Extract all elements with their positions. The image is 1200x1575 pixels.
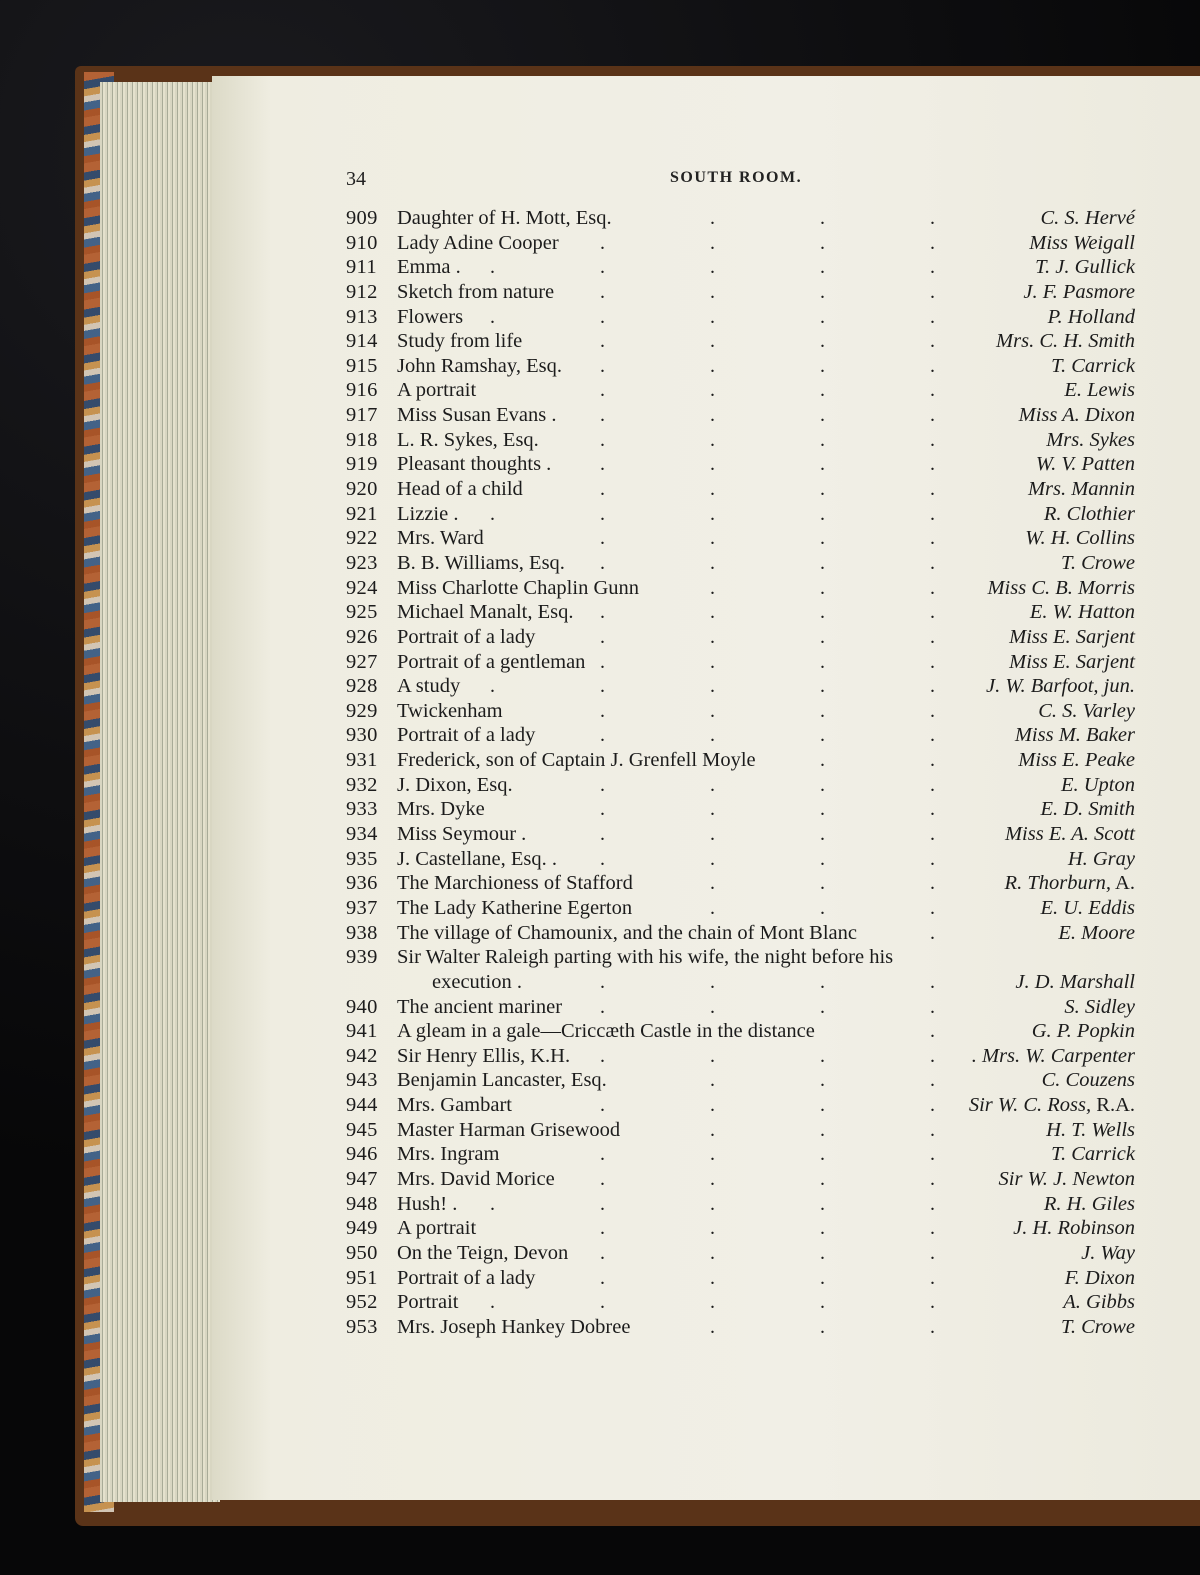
entry-artist <box>1035 256 1135 279</box>
artist-name: R. Clothier <box>1043 502 1135 525</box>
artist-name: R. H. Giles <box>1043 1192 1135 1215</box>
entry-title: Mrs. Ward <box>397 527 484 550</box>
catalogue-entry: 931 Frederick, son of Captain J. Grenfell Moyle Miss E. Peake . . <box>346 749 1135 772</box>
artist-name: Miss E. Peake <box>1018 749 1135 772</box>
entry-title: Lady Adine Cooper <box>397 231 559 254</box>
artist-suffix: R.A. <box>1091 1094 1135 1117</box>
artist-name: Miss C. B. Morris <box>987 576 1135 599</box>
entry-artist <box>999 1168 1135 1191</box>
entry-number: 953 <box>346 1315 378 1338</box>
entry-number: 945 <box>346 1118 378 1141</box>
catalogue-entry: 947 Mrs. David Morice Sir W. J. Newton . . . . <box>346 1168 1135 1190</box>
entry-artist <box>1015 724 1135 747</box>
artist-name: S. Sidley <box>1064 995 1135 1018</box>
entry-title: The ancient mariner <box>397 995 563 1018</box>
catalogue-entry: 912 Sketch from nature J. F. Pasmore . . . . <box>346 280 1135 303</box>
entry-number: 916 <box>346 379 378 402</box>
entry-number: 924 <box>346 576 378 599</box>
entry-number: 940 <box>346 995 378 1018</box>
entry-artist <box>1046 1119 1135 1142</box>
artist-name: J. D. Marshall <box>1015 970 1135 993</box>
artist-name: E. W. Hatton <box>1029 601 1135 624</box>
catalogue-entry: 915 John Ramshay, Esq. T. Carrick . . . . <box>346 354 1135 377</box>
catalogue-entry: 940 The ancient mariner S. Sidley . . . . <box>346 995 1135 1018</box>
catalogue-entry: 933 Mrs. Dyke E. D. Smith . . . . <box>346 798 1135 821</box>
entry-title: Sketch from nature <box>397 280 555 303</box>
entry-title: Mrs. Dyke <box>397 798 485 821</box>
artist-name: F. Dixon <box>1064 1266 1135 1289</box>
catalogue-entry: 950 On the Teign, Devon J. Way . . . . <box>346 1241 1135 1264</box>
entry-number: 929 <box>346 699 378 722</box>
catalogue-entry: 921 Lizzie . R. Clothier . . . . . <box>346 502 1135 525</box>
entry-number: 937 <box>346 896 378 919</box>
entry-number: 927 <box>346 650 378 673</box>
artist-name: G. P. Popkin <box>1031 1020 1135 1043</box>
entry-artist <box>1042 1069 1135 1092</box>
entry-number: 938 <box>346 921 378 944</box>
catalogue-entry: 948 Hush! . R. H. Giles . . . . . <box>346 1192 1135 1215</box>
entry-artist <box>1061 552 1135 575</box>
entry-artist <box>1038 700 1135 723</box>
artist-suffix: A. <box>1111 872 1135 895</box>
artist-name: E. Moore <box>1058 921 1135 944</box>
entry-title: Hush! . <box>397 1192 458 1215</box>
entry-number: 911 <box>346 256 377 279</box>
entry-title: Mrs. Gambart <box>397 1094 513 1117</box>
artist-name: J. Way <box>1081 1241 1135 1264</box>
artist-name: J. H. Robinson <box>1013 1217 1135 1240</box>
entry-number: 926 <box>346 625 378 648</box>
artist-name: Miss M. Baker <box>1014 724 1135 747</box>
entry-title: A portrait <box>397 1217 477 1240</box>
entry-title: On the Teign, Devon <box>397 1241 569 1264</box>
entry-number: 936 <box>346 872 378 895</box>
entry-artist <box>1036 453 1135 476</box>
entry-title: Michael Manalt, Esq. <box>397 601 574 624</box>
catalogue-entry: 920 Head of a child Mrs. Mannin . . . . <box>346 478 1135 501</box>
entry-number: 935 <box>346 847 378 870</box>
entry-artist <box>1040 207 1135 230</box>
artist-name: T. Carrick <box>1051 1143 1135 1166</box>
catalogue-entry: 953 Mrs. Joseph Hankey Dobree T. Crowe . . . <box>346 1315 1135 1338</box>
entry-number: 939 <box>346 946 378 969</box>
catalogue-entry: 949 A portrait J. H. Robinson . . . . <box>346 1217 1135 1240</box>
entry-number: 952 <box>346 1291 378 1314</box>
entry-artist <box>1065 1267 1135 1290</box>
entry-number: 946 <box>346 1143 378 1166</box>
entry-artist <box>1009 626 1135 649</box>
entry-number: 919 <box>346 453 378 476</box>
catalogue-entry: 935 J. Castellane, Esq. . H. Gray . . . . <box>346 847 1135 870</box>
entry-title: Miss Charlotte Chaplin Gunn <box>397 576 640 599</box>
entry-title: Miss Susan Evans . <box>397 404 557 427</box>
entry-artist <box>972 1045 1135 1068</box>
entry-title: Master Harman Grisewood <box>397 1118 621 1141</box>
entry-title: Lizzie . <box>397 502 459 525</box>
entry-number: 947 <box>346 1168 378 1190</box>
entry-artist <box>1081 1242 1135 1265</box>
entry-artist <box>1032 1020 1135 1043</box>
entry-number: 920 <box>346 478 378 501</box>
entry-title: Benjamin Lancaster, Esq. <box>397 1069 607 1092</box>
entry-artist <box>1044 1193 1135 1216</box>
entry-artist <box>1064 379 1135 402</box>
entry-title: Portrait of a gentleman <box>397 650 586 673</box>
catalogue-entry: 914 Study from life Mrs. C. H. Smith . . . . <box>346 330 1135 353</box>
entry-artist <box>1063 1291 1135 1314</box>
entry-artist <box>1040 897 1135 920</box>
entry-number: 922 <box>346 527 378 550</box>
catalogue-entry: 938 The village of Chamounix, and the chain of Mont Blanc E. Moore . <box>346 921 1135 944</box>
entry-artist <box>1019 404 1135 427</box>
entry-title: Flowers <box>397 305 464 328</box>
section-title: SOUTH ROOM. <box>670 169 803 186</box>
entry-artist <box>1064 996 1135 1019</box>
entry-artist <box>986 675 1135 698</box>
entry-number: 944 <box>346 1094 378 1117</box>
artist-name: J. W. Barfoot, jun. <box>985 675 1135 698</box>
entry-title: Portrait <box>397 1291 459 1314</box>
entry-artist <box>1061 1316 1135 1339</box>
entry-title: Miss Seymour . <box>397 823 527 846</box>
artist-name: T. Crowe <box>1060 1315 1135 1338</box>
entry-title: John Ramshay, Esq. <box>397 354 562 377</box>
entry-number: 950 <box>346 1241 378 1264</box>
catalogue-entry: 939 Sir Walter Raleigh parting with his wife, the night before his execution . J. D. Marshall . . . . <box>346 946 1135 993</box>
artist-name: Mrs. C. H. Smith <box>996 330 1135 353</box>
artist-name: Miss E. Sarjent <box>1009 625 1135 648</box>
artist-name: Sir W. J. Newton <box>998 1168 1135 1190</box>
entry-title: Portrait of a lady <box>397 1266 536 1289</box>
entry-title-continued: execution . <box>432 970 522 993</box>
catalogue-entry: 943 Benjamin Lancaster, Esq. C. Couzens . . . <box>346 1069 1135 1092</box>
entry-artist <box>1015 971 1135 994</box>
catalogue-entry: 930 Portrait of a lady Miss M. Baker . . . . <box>346 724 1135 747</box>
entry-number: 948 <box>346 1192 378 1215</box>
entry-artist <box>1025 527 1135 550</box>
entry-title: The Marchioness of Stafford <box>397 872 633 895</box>
artist-name: P. Holland <box>1047 305 1135 328</box>
artist-name: W. H. Collins <box>1025 527 1135 550</box>
catalogue-entry: 937 The Lady Katherine Egerton E. U. Eddis . . . <box>346 896 1135 919</box>
entry-number: 928 <box>346 675 378 698</box>
artist-name: A. Gibbs <box>1063 1291 1135 1314</box>
entry-number: 930 <box>346 724 378 747</box>
entry-title: Twickenham <box>397 699 503 722</box>
entry-number: 910 <box>346 231 378 254</box>
catalogue-entry: 925 Michael Manalt, Esq. E. W. Hatton . . . . <box>346 601 1135 624</box>
catalogue-entry: 926 Portrait of a lady Miss E. Sarjent . . . . <box>346 625 1135 648</box>
catalogue-entry: 910 Lady Adine Cooper Miss Weigall . . . . <box>346 231 1135 254</box>
catalogue-entry: 922 Mrs. Ward W. H. Collins . . . . <box>346 527 1135 550</box>
entry-title: B. B. Williams, Esq. <box>397 551 565 574</box>
catalogue-entry: 951 Portrait of a lady F. Dixon . . . . <box>346 1266 1135 1289</box>
artist-name: Miss E. A. Scott <box>1004 823 1135 846</box>
artist-name: Miss Weigall <box>1029 231 1135 254</box>
entry-artist <box>1046 429 1135 452</box>
artist-name: E. U. Eddis <box>1040 896 1135 919</box>
entry-artist <box>1028 478 1135 501</box>
catalogue-entry: 946 Mrs. Ingram T. Carrick . . . . <box>346 1143 1135 1166</box>
entry-number: 923 <box>346 551 378 574</box>
catalogue-entry: 923 B. B. Williams, Esq. T. Crowe . . . . <box>346 551 1135 574</box>
catalogue-entry: 917 Miss Susan Evans . Miss A. Dixon . . . . <box>346 404 1135 427</box>
entry-title: Mrs. David Morice <box>397 1168 555 1190</box>
entry-number: 915 <box>346 354 378 377</box>
catalogue-entry: 928 A study J. W. Barfoot, jun. . . . . . <box>346 675 1135 698</box>
artist-name: C. S. Hervé <box>1040 207 1135 229</box>
entry-number: 932 <box>346 773 378 796</box>
entry-artist <box>1051 1143 1135 1166</box>
entry-artist <box>1044 503 1135 526</box>
entry-artist <box>1030 601 1135 624</box>
entry-title: Pleasant thoughts . <box>397 453 552 476</box>
artist-name: Mrs. Sykes <box>1046 428 1135 451</box>
artist-name: E. D. Smith <box>1040 798 1135 821</box>
catalogue-entries <box>0 205 1200 1338</box>
entry-title: L. R. Sykes, Esq. <box>397 428 539 451</box>
entry-title: J. Dixon, Esq. <box>397 773 513 796</box>
entry-number: 951 <box>346 1266 378 1289</box>
entry-artist <box>1005 823 1135 846</box>
artist-name: R. Thorburn, <box>1004 872 1112 895</box>
entry-title: Emma . <box>397 256 461 279</box>
catalogue-entry: 909 Daughter of H. Mott, Esq. C. S. Hervé . . . <box>346 207 1135 229</box>
entry-number: 943 <box>346 1069 378 1092</box>
entry-title: A portrait <box>397 379 477 402</box>
entry-artist <box>996 330 1135 353</box>
artist-name: C. Couzens <box>1041 1069 1135 1092</box>
entry-number: 914 <box>346 330 378 353</box>
entry-title: Frederick, son of Captain J. Grenfell Moyle <box>397 749 756 772</box>
entry-number: 912 <box>346 280 378 303</box>
catalogue-entry: 927 Portrait of a gentleman Miss E. Sarjent . . . . <box>346 650 1135 673</box>
artist-name: E. Lewis <box>1064 379 1135 402</box>
entry-artist <box>1009 651 1135 674</box>
entry-artist <box>1013 1217 1135 1240</box>
entry-number: 931 <box>346 749 378 772</box>
artist-name: Miss E. Sarjent <box>1009 650 1135 673</box>
running-head <box>0 168 1200 194</box>
artist-name: Miss A. Dixon <box>1018 404 1135 427</box>
entry-artist <box>1040 798 1135 821</box>
catalogue-entry: 916 A portrait E. Lewis . . . . <box>346 379 1135 402</box>
artist-name: J. F. Pasmore <box>1023 280 1135 303</box>
catalogue-entry: 936 The Marchioness of Stafford R. Thorburn, A. . . . <box>346 872 1135 895</box>
entry-title: Portrait of a lady <box>397 724 536 747</box>
entry-title: Mrs. Ingram <box>397 1143 500 1166</box>
entry-title: Mrs. Joseph Hankey Dobree <box>397 1315 631 1338</box>
entry-title: The village of Chamounix, and the chain of Mont Blanc <box>397 921 857 944</box>
entry-number: 933 <box>346 798 378 821</box>
catalogue-entry: 924 Miss Charlotte Chaplin Gunn Miss C. B. Morris . . . <box>346 576 1135 599</box>
artist-name: E. Upton <box>1060 773 1135 796</box>
catalogue-entry: 911 Emma . T. J. Gullick . . . . . <box>346 256 1135 279</box>
entry-artist <box>1018 749 1135 772</box>
catalogue-entry: 919 Pleasant thoughts . W. V. Patten . . . . <box>346 453 1135 476</box>
catalogue-entry: 929 Twickenham C. S. Varley . . . . <box>346 699 1135 722</box>
entry-title: Head of a child <box>397 478 523 501</box>
entry-title: Daughter of H. Mott, Esq. <box>397 207 612 229</box>
entry-artist <box>1029 232 1135 255</box>
artist-name: T. J. Gullick <box>1035 256 1135 279</box>
entry-artist <box>1061 774 1135 797</box>
artist-name: C. S. Varley <box>1038 699 1135 722</box>
entry-artist <box>987 577 1135 600</box>
entry-title: Sir Walter Raleigh parting with his wife, the night before his <box>397 946 894 969</box>
artist-name: H. T. Wells <box>1046 1118 1135 1141</box>
entry-title: A gleam in a gale—Criccæth Castle in the distance <box>397 1020 815 1043</box>
artist-name: Sir W. C. Ross, <box>968 1094 1092 1117</box>
catalogue-entry: 934 Miss Seymour . Miss E. A. Scott . . . . <box>346 823 1135 846</box>
entry-title: Portrait of a lady <box>397 625 536 648</box>
entry-title: Sir Henry Ellis, K.H. <box>397 1044 571 1067</box>
entry-number: 942 <box>346 1044 378 1067</box>
catalogue-entry: 913 Flowers P. Holland . . . . . <box>346 305 1135 328</box>
entry-artist <box>1005 872 1135 895</box>
catalogue-entry: 945 Master Harman Grisewood H. T. Wells . . . <box>346 1118 1135 1141</box>
catalogue-entry: 918 L. R. Sykes, Esq. Mrs. Sykes . . . . <box>346 428 1135 451</box>
entry-number: 934 <box>346 823 378 846</box>
entry-number: 949 <box>346 1217 378 1240</box>
entry-artist <box>1051 355 1135 378</box>
artist-name: . Mrs. W. Carpenter <box>971 1044 1135 1067</box>
catalogue-entry: 952 Portrait A. Gibbs . . . . . <box>346 1291 1135 1314</box>
artist-name: H. Gray <box>1067 847 1135 870</box>
entry-number: 921 <box>346 502 378 525</box>
artist-name: Mrs. Mannin <box>1027 478 1135 501</box>
entry-number: 917 <box>346 404 378 427</box>
catalogue-entry: 941 A gleam in a gale—Criccæth Castle in the distance G. P. Popkin . <box>346 1020 1135 1043</box>
entry-artist <box>1058 922 1135 945</box>
entry-artist <box>1023 281 1135 304</box>
entry-title: The Lady Katherine Egerton <box>397 896 633 919</box>
entry-artist <box>1048 306 1135 329</box>
catalogue-entry: 932 J. Dixon, Esq. E. Upton . . . . <box>346 773 1135 796</box>
artist-name: W. V. Patten <box>1035 453 1135 476</box>
entry-title: J. Castellane, Esq. . <box>397 847 557 870</box>
entry-number: 909 <box>346 207 378 229</box>
entry-number: 918 <box>346 428 378 451</box>
entry-artist <box>969 1094 1135 1117</box>
entry-artist <box>1068 848 1135 871</box>
page-number: 34 <box>346 168 366 190</box>
catalogue-entry: 942 Sir Henry Ellis, K.H. . Mrs. W. Carpenter . . . . <box>346 1044 1135 1067</box>
artist-name: T. Crowe <box>1060 551 1135 574</box>
artist-name: T. Carrick <box>1051 354 1135 377</box>
entry-number: 941 <box>346 1020 378 1043</box>
entry-title: A study <box>397 675 461 698</box>
entry-title: Study from life <box>397 330 523 353</box>
catalogue-entry: 944 Mrs. Gambart Sir W. C. Ross, R.A. . . . . <box>346 1094 1135 1117</box>
entry-number: 925 <box>346 601 378 624</box>
entry-number: 913 <box>346 305 378 328</box>
